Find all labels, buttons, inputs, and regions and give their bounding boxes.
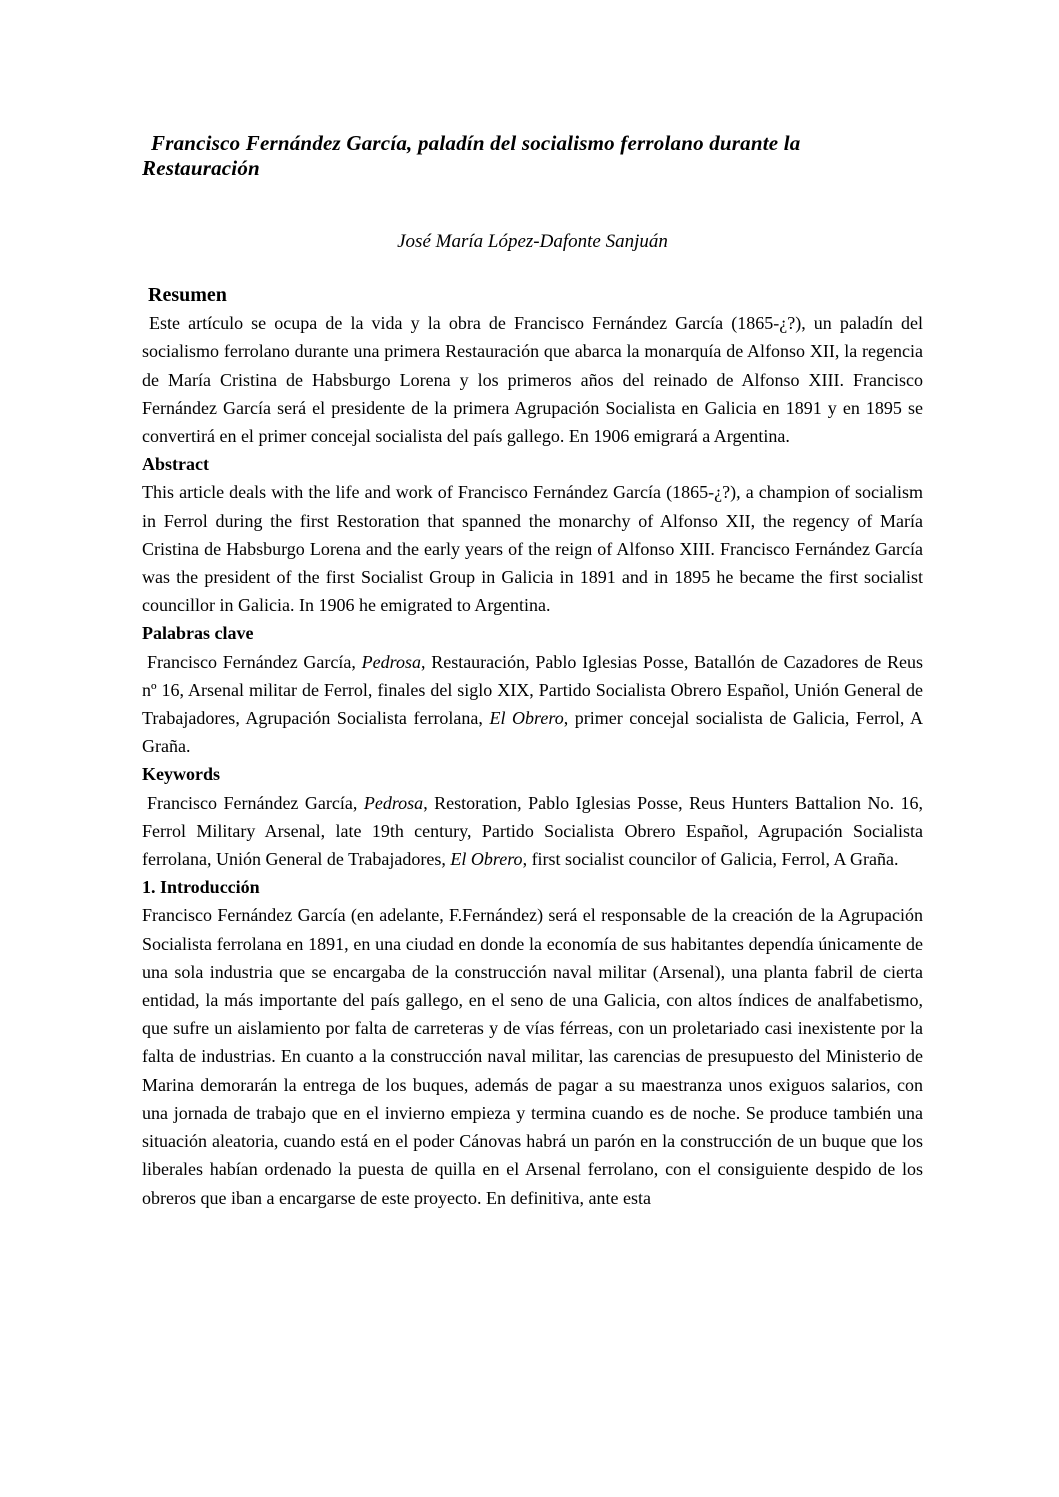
palabras-clave-paragraph [142,648,923,761]
text-run: Francisco Fernández García, [147,651,362,672]
text-run: , Restauración, Pablo Iglesias Posse, Batallón de Cazadores de Reus nº 16, Arsenal militar de Ferrol, finales del siglo XIX, Partido Socialista Obrero Español, Unión General de Trabajadores, Agrupación Socialista ferrolana, [142,651,923,729]
article-title: Francisco Fernández García, paladín del socialismo ferrolano durante la Restauración [142,131,801,180]
introduccion-paragraph [142,901,923,1211]
article-author: José María López-Dafonte Sanjuán [397,231,668,252]
text-run: This article deals with the life and work of Francisco Fernández García (1865-¿?), a champion of socialism in Ferrol during the first Restoration that spanned the monarchy of Alfonso XII, the regency of María Cristina de Habsburgo Lorena and the early years of the reign of Alfonso XIII. Francisco Fernández García was the president of the first Socialist Group in Galicia in 1891 and in 1895 he became the first socialist councillor in Galicia. In 1906 he emigrated to Argentina. [142,482,923,616]
text-run: Francisco Fernández García (en adelante, F.Fernández) será el responsable de la creación de la Agrupación Socialista ferrolana en 1891, en una ciudad en donde la economía de sus habitantes dependía únicamente de una sola industria que se encargaba de la construcción naval militar (Arsenal), una planta fabril de cierta entidad, la más importante del país gallego, en el seno de una Galicia, con altos índices de analfabetismo, que sufre un aislamiento por falta de carreteras y de vías férreas, con un proletariado casi inexistente por la falta de industrias. En cuanto a la construcción naval militar, las carencias de presupuesto del Ministerio de Marina demorarán la entrega de los buques, además de pagar a su maestranza unos exiguos salarios, con una jornada de trabajo que en el invierno empieza y termina cuando es de noche. Se produce también una situación aleatoria, cuando está en el poder Cánovas habrá un parón en la construcción de un buque que los liberales habían ordenado la puesta de quilla en el Arsenal ferrolano, con el consiguiente despido de los obreros que iban a encargarse de este proyecto. En definitiva, ante esta [142,905,923,1208]
section-heading-resumen: Resumen [148,284,227,306]
text-run: , Restoration, Pablo Iglesias Posse, Reus Hunters Battalion No. 16, Ferrol Military Arsenal, late 19th century, Partido Socialista Obrero Español, Agrupación Socialista ferrolana, Unión General de Trabajadores, [142,792,923,870]
text-run: , first socialist councilor of Galicia, Ferrol, A Graña. [522,849,899,870]
text-run: , primer concejal socialista de Galicia, Ferrol, A Graña. [142,708,923,757]
italic-text-run: Pedrosa [363,792,424,813]
text-run: Este artículo se ocupa de la vida y la obra de Francisco Fernández García (1865-¿?), un paladín del socialismo ferrolano durante una primera Restauración que abarca la monarquía de Alfonso XII, la regencia de María Cristina de Habsburgo Lorena y los primeros años del reinado de Alfonso XIII. Francisco Fernández García será el presidente de la primera Agrupación Socialista en Galicia en 1891 y en 1895 se convertirá en el primer concejal socialista del país gallego. En 1906 emigrará a Argentina. [142,313,923,447]
keywords-paragraph [142,789,923,874]
section-heading-introduccion: 1. Introducción [142,877,260,898]
resumen-paragraph [142,309,923,450]
italic-text-run: Pedrosa [361,651,421,672]
section-heading-palabras-clave: Palabras clave [142,623,254,644]
section-heading-keywords: Keywords [142,764,220,785]
text-run: Francisco Fernández García, [147,792,364,813]
abstract-paragraph [142,478,923,619]
section-heading-abstract: Abstract [142,454,209,475]
italic-text-run: El Obrero [489,708,564,729]
italic-text-run: El Obrero [450,849,523,870]
document-content [142,0,923,1212]
